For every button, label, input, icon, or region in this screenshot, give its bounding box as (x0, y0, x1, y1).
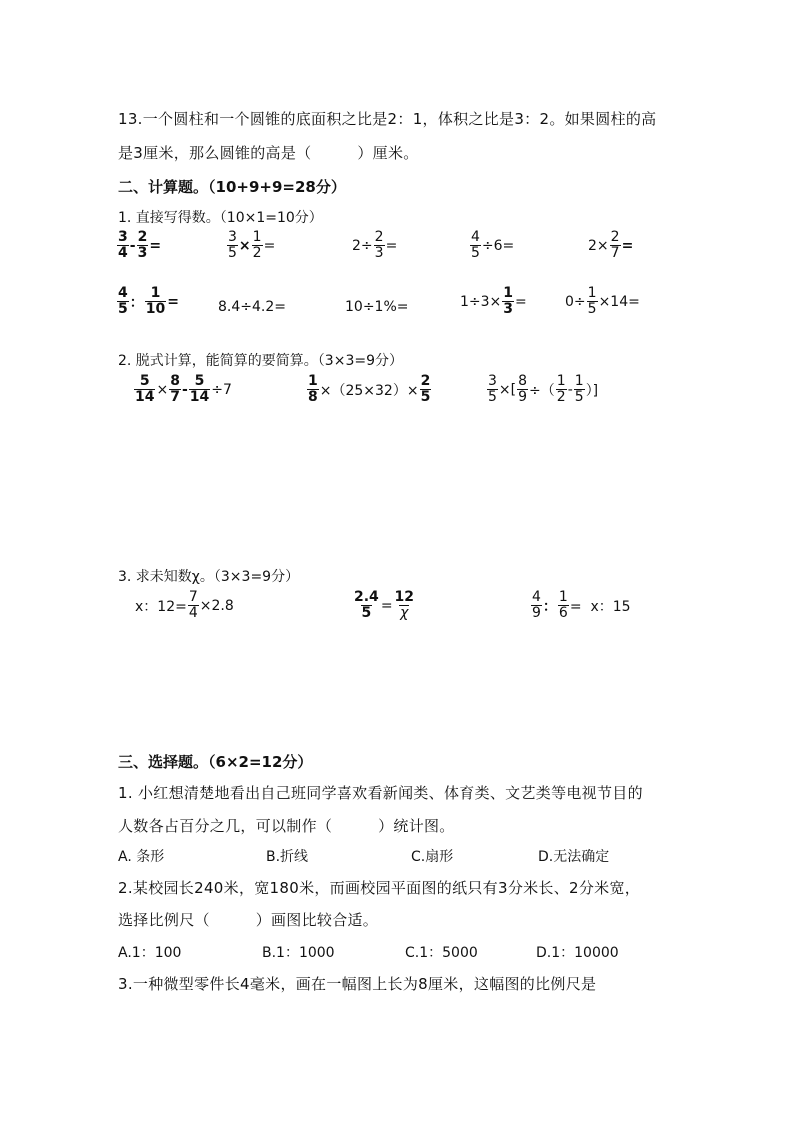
den: 7 (610, 245, 620, 262)
num: 2 (420, 373, 431, 389)
section3-title: 三、选择题。（6×2=12分） (118, 753, 313, 771)
den: 5 (587, 301, 597, 318)
den: 10 (145, 301, 166, 318)
num: 5 (194, 373, 205, 389)
calc-1b (226, 230, 275, 262)
part3-title: 3. 求未知数χ。（3×3=9分） (118, 569, 300, 585)
num: 4 (532, 589, 541, 605)
operator: ： (542, 598, 557, 615)
num: 1 (150, 285, 161, 301)
choice2-option-b: B.1：1000 (262, 945, 335, 961)
suffix: = x：15 (569, 598, 631, 615)
suffix: ×14= (598, 293, 640, 310)
calc-1d (469, 230, 514, 262)
operator: × (156, 381, 169, 398)
num: 2 (610, 229, 620, 245)
calc-2b: 8.4÷4.2= (218, 299, 286, 315)
num: 3 (118, 229, 128, 245)
num: 8 (518, 373, 528, 389)
num: 2.4 (354, 589, 379, 605)
prefix: x：12= (135, 598, 187, 615)
num: 3 (488, 373, 497, 389)
den: 5 (471, 245, 480, 262)
den: 5 (574, 389, 584, 406)
den: 3 (137, 245, 148, 262)
middle: - (567, 381, 573, 398)
den: 4 (188, 605, 198, 622)
solve-b (352, 590, 416, 622)
calc-1c (352, 230, 397, 262)
num: 2 (374, 229, 384, 245)
suffix: ）] (585, 382, 599, 399)
operator: - (181, 381, 188, 398)
num: 5 (139, 373, 150, 389)
num: 1 (558, 589, 568, 605)
q13-line1: 13.一个圆柱和一个圆锥的底面积之比是2：1，体积之比是3：2。如果圆柱的高 (118, 110, 657, 128)
calc-3c (486, 374, 598, 406)
solve-c (530, 590, 631, 622)
choice1-option-a: A. 条形 (118, 849, 165, 865)
choice2-option-c: C.1：5000 (405, 945, 478, 961)
equals: = (167, 293, 179, 310)
prefix: 2× (588, 237, 609, 254)
den: 9 (532, 605, 541, 622)
q13-line2: 是3厘米，那么圆锥的高是（ ）厘米。 (118, 144, 419, 162)
num: 1 (556, 373, 566, 389)
choice1-option-c: C.扇形 (411, 849, 454, 865)
calc-2d (460, 286, 527, 318)
num: 7 (188, 589, 198, 605)
equals: = (515, 293, 527, 310)
equals: = (149, 237, 162, 254)
equals: = (385, 237, 398, 254)
den: 14 (135, 389, 155, 406)
den: 2 (252, 245, 262, 262)
den: 8 (308, 389, 318, 406)
equals: = (380, 597, 393, 614)
num: 1 (503, 285, 514, 301)
den: 5 (118, 301, 128, 318)
den: 5 (420, 389, 431, 406)
den: 9 (518, 389, 528, 406)
num: 1 (308, 373, 318, 389)
num: 12 (394, 589, 415, 605)
num: 4 (118, 285, 128, 301)
choice3-line1: 3.一种微型零件长4毫米，画在一幅图上长为8厘米，这幅图的比例尺是 (118, 975, 597, 993)
suffix: ÷6= (481, 237, 515, 254)
section2-title: 二、计算题。（10+9+9=28分） (118, 178, 346, 196)
num: 1 (587, 285, 597, 301)
calc-2a (116, 286, 179, 318)
num: 1 (574, 373, 584, 389)
part2-title: 2. 脱式计算，能简算的要简算。（3×3=9分） (118, 353, 403, 369)
choice2-line2: 选择比例尺（ ）画图比较合适。 (118, 911, 379, 929)
choice2-option-a: A.1：100 (118, 945, 182, 961)
choice1-line2: 人数各占百分之几，可以制作（ ）统计图。 (118, 817, 455, 835)
calc-2c: 10÷1%= (345, 299, 409, 315)
equals: = (263, 237, 276, 254)
suffix: ×2.8 (199, 597, 234, 614)
num: 4 (471, 229, 480, 245)
den: χ (400, 605, 409, 622)
calc-3b (306, 374, 432, 406)
middle: ÷（ (529, 382, 555, 399)
middle: ×[ (498, 381, 517, 398)
choice1-option-d: D.无法确定 (538, 849, 610, 865)
den: 5 (228, 245, 237, 262)
den: 14 (189, 389, 210, 406)
den: 6 (558, 605, 568, 622)
den: 7 (170, 389, 180, 406)
num: 8 (170, 373, 180, 389)
calc-2e (565, 286, 640, 318)
operator: ： (129, 294, 144, 311)
num: 3 (228, 229, 237, 245)
den: 2 (556, 389, 566, 406)
prefix: 1÷3× (460, 293, 502, 310)
choice2-line1: 2.某校园长240米，宽180米，而画校园平面图的纸只有3分米长、2分米宽， (118, 879, 641, 897)
prefix: 2÷ (352, 237, 373, 254)
part1-title: 1. 直接写得数。（10×1=10分） (118, 210, 323, 226)
prefix: 0÷ (565, 293, 586, 310)
choice1-option-b: B.折线 (266, 849, 309, 865)
choice1-line1: 1. 小红想清楚地看出自己班同学喜欢看新闻类、体育类、文艺类等电视节目的 (118, 784, 643, 802)
middle: ×（25×32）× (319, 382, 419, 399)
operator: - (129, 237, 136, 254)
den: 3 (503, 301, 514, 318)
choice2-option-d: D.1：10000 (536, 945, 619, 961)
den: 5 (361, 605, 372, 622)
solve-a (135, 590, 234, 622)
calc-1a (116, 230, 161, 262)
suffix: ÷7 (211, 381, 232, 398)
den: 4 (118, 245, 128, 262)
calc-3a (133, 374, 232, 406)
operator: × (238, 237, 251, 254)
den: 3 (374, 245, 384, 262)
num: 2 (137, 229, 148, 245)
calc-1e (588, 230, 633, 262)
num: 1 (252, 229, 262, 245)
den: 5 (488, 389, 497, 406)
equals: = (621, 237, 634, 254)
